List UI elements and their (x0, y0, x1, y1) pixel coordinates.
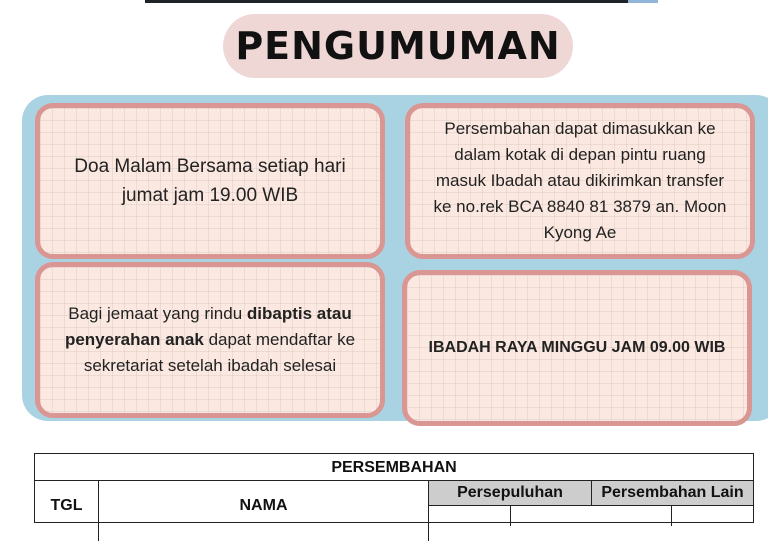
persembahan-table (34, 453, 754, 523)
top-divider-accent (628, 0, 658, 3)
top-divider (145, 0, 630, 3)
baptis-text-end: dapat mendaftar ke sekretariat setelah ibadah selesai (83, 330, 356, 375)
column-header-tgl: TGL (35, 481, 99, 541)
subcolumn-divider (592, 506, 672, 526)
card-persembahan-text: Persembahan dapat dimasukkan ke dalam kotak di depan pintu ruang masuk Ibadah atau dikirimkan transfer ke no.rek BCA 8840 81 3879 an. Moon Kyong Ae (433, 119, 727, 242)
card-baptis (35, 262, 385, 418)
column-header-persepuluhan: Persepuluhan (429, 481, 592, 506)
card-baptis-text (60, 301, 360, 379)
card-doa-malam (35, 103, 385, 259)
card-persembahan-info (405, 103, 755, 259)
column-header-persembahan-lain: Persembahan Lain (592, 481, 753, 506)
column-header-nama: NAMA (99, 481, 429, 541)
card-doa-text: Doa Malam Bersama setiap hari jumat jam 19.00 WIB (74, 156, 346, 206)
baptis-text-bold: dibaptis atau penyerahan anak (64, 304, 352, 349)
page-title: PENGUMUMAN (235, 24, 561, 68)
card-ibadah-raya (402, 270, 752, 426)
card-ibadah-text: IBADAH RAYA MINGGU JAM 09.00 WIB (428, 339, 726, 356)
title-badge (223, 14, 573, 78)
baptis-text-start: Bagi jemaat yang rindu (68, 304, 247, 323)
subcolumn-divider (429, 506, 511, 526)
table-title: PERSEMBAHAN (35, 454, 753, 481)
